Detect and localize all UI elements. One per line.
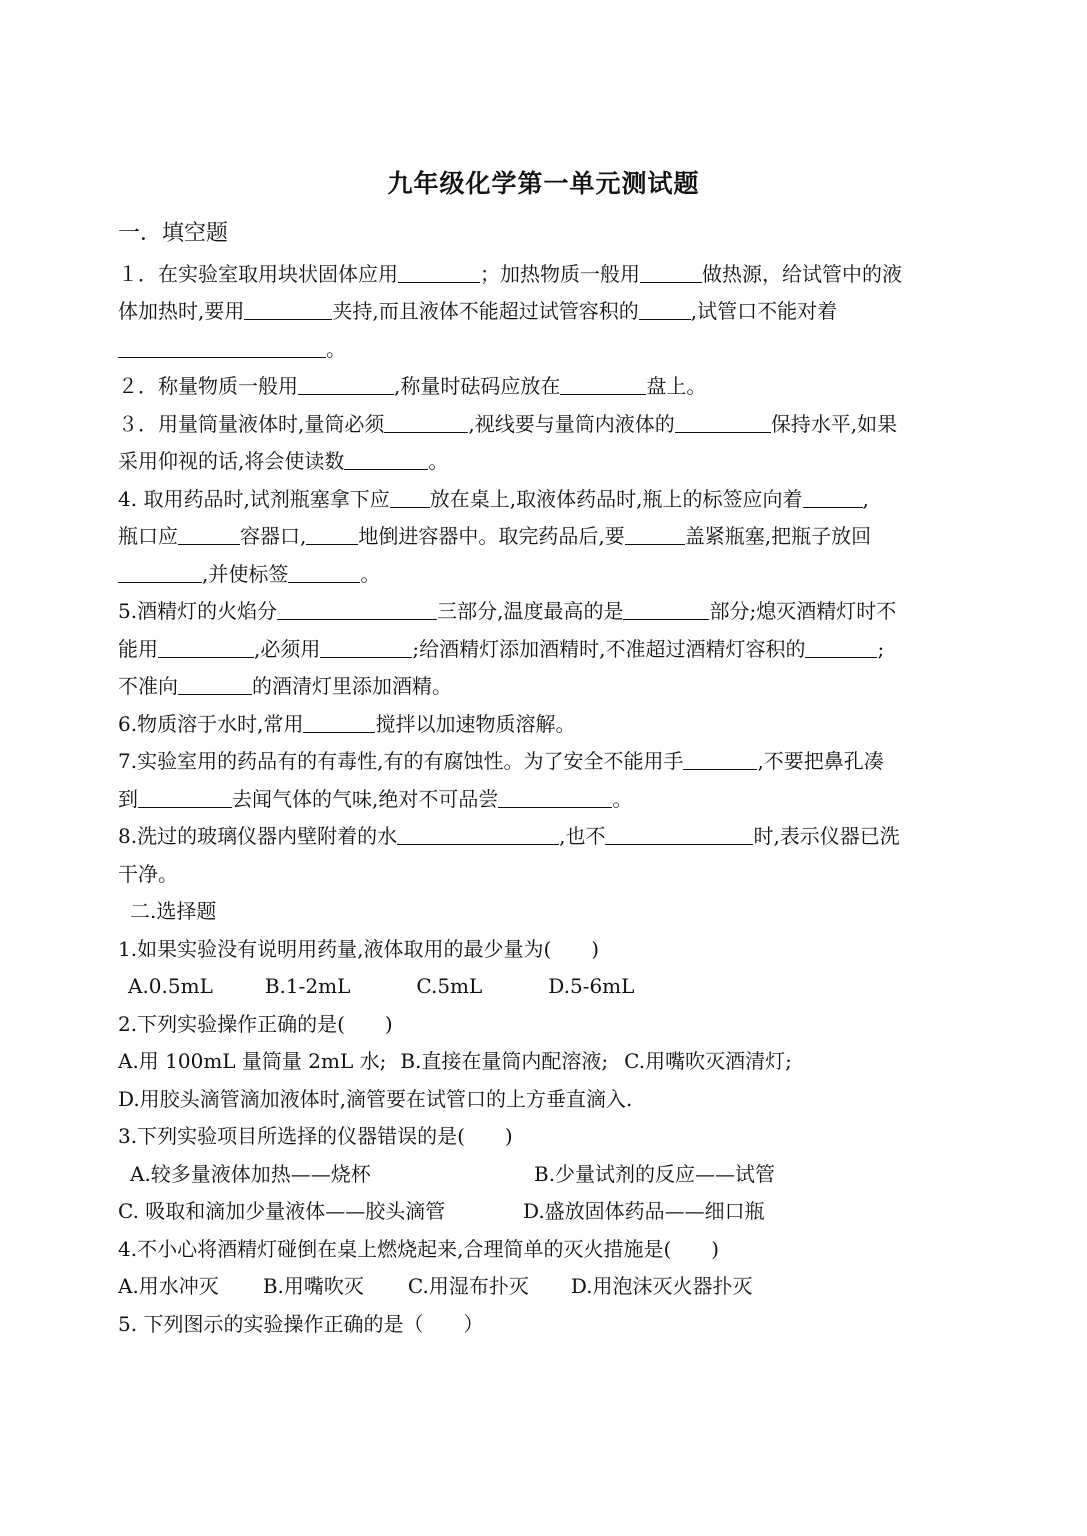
answer-blank[interactable]: [178, 676, 252, 695]
question-3-line-2: [118, 447, 978, 475]
option-b[interactable]: B.1-2mL: [264, 974, 351, 998]
answer-blank[interactable]: [158, 639, 254, 658]
question-text: 搅拌以加速物质溶解。: [375, 712, 576, 736]
answer-blank[interactable]: [277, 601, 437, 620]
answer-blank[interactable]: [398, 264, 480, 283]
answer-blank[interactable]: [625, 526, 685, 545]
option-a[interactable]: A.0.5mL: [128, 974, 213, 998]
question-5-line-1: [118, 597, 978, 625]
question-text: ,并使标签: [202, 562, 289, 586]
question-text: ３．用量筒量液体时,量筒必须: [118, 412, 385, 436]
choice-question-3-options-row-2: [118, 1197, 978, 1225]
question-text: 瓶口应: [118, 524, 178, 548]
question-text: 。: [428, 449, 449, 473]
choice-question-1-options: [128, 972, 988, 1000]
question-text: 8.洗过的玻璃仪器内壁附着的水: [118, 824, 398, 848]
option-d[interactable]: D.用泡沫灭火器扑灭: [570, 1274, 753, 1298]
option-a[interactable]: A.用水冲灭: [118, 1274, 219, 1298]
question-text: 5.酒精灯的火焰分: [118, 599, 278, 623]
question-text: 4. 取用药品时,试剂瓶塞拿下应: [118, 487, 390, 511]
choice-question-1-stem: 1.如果实验没有说明用药量,液体取用的最少量为( ): [118, 937, 600, 961]
question-text: 的酒清灯里添加酒精。: [252, 674, 452, 698]
question-3-line-1: [118, 410, 978, 438]
question-text: 。: [326, 337, 346, 361]
question-text: 到: [118, 787, 138, 811]
question-text: 盖紧瓶塞,把瓶子放回: [684, 524, 872, 548]
question-text: ;给酒精灯添加酒精时,不准超过酒精灯容积的: [412, 637, 806, 661]
choice-question-2-option-d[interactable]: D.用胶头滴管滴加液体时,滴管要在试管口的上方垂直滴入.: [118, 1087, 633, 1111]
question-text: 体加热时,要用: [118, 299, 245, 323]
question-text: １．在实验室取用块状固体应用: [118, 262, 398, 286]
question-text: 时,表示仪器已洗: [753, 824, 900, 848]
choice-question-3-options-row-1: [130, 1160, 990, 1188]
question-text: 。: [612, 787, 633, 811]
question-4-line-1: [118, 485, 978, 513]
choice-question-2-stem: 2.下列实验操作正确的是( ): [118, 1012, 393, 1036]
answer-blank[interactable]: [605, 826, 753, 845]
option-b[interactable]: B.少量试剂的反应——试管: [534, 1162, 776, 1186]
answer-blank[interactable]: [623, 601, 709, 620]
choice-question-5-stem: 5. 下列图示的实验操作正确的是（ ）: [118, 1312, 484, 1336]
question-text: ,: [862, 487, 869, 511]
choice-question-3-stem: 3.下列实验项目所选择的仪器错误的是( ): [118, 1124, 513, 1148]
question-text: ,也不: [559, 824, 606, 848]
option-b[interactable]: B.用嘴吹灭: [262, 1274, 364, 1298]
option-d[interactable]: D.5-6mL: [548, 974, 635, 998]
answer-blank[interactable]: [640, 264, 702, 283]
answer-blank[interactable]: [118, 564, 202, 583]
question-text: 7.实验室用的药品有的有毒性,有的有腐蚀性。为了安全不能用手: [118, 749, 684, 773]
question-text: 做热源，给试管中的液: [702, 262, 902, 286]
question-text: ２．称量物质一般用: [118, 374, 298, 398]
section-heading-fill-in: 一．填空题: [118, 221, 229, 246]
answer-blank[interactable]: [683, 751, 757, 770]
question-text: ,不要把鼻孔凑: [757, 749, 884, 773]
question-text: 采用仰视的话,将会使读数: [118, 449, 345, 473]
option-a[interactable]: A.较多量液体加热——烧杯: [130, 1162, 371, 1186]
option-c[interactable]: C. 吸取和滴加少量液体——胶头滴管: [118, 1199, 446, 1223]
answer-blank[interactable]: [306, 526, 358, 545]
question-text: 不准向: [118, 674, 178, 698]
answer-blank[interactable]: [560, 376, 646, 395]
question-text: 去闻气体的气味,绝对不可品尝: [232, 787, 499, 811]
question-4-line-2: [118, 522, 978, 550]
answer-blank[interactable]: [244, 301, 332, 320]
question-text: 夹持,而且液体不能超过试管容积的: [332, 299, 639, 323]
option-c[interactable]: C.用湿布扑灭: [407, 1274, 529, 1298]
answer-blank[interactable]: [675, 414, 771, 433]
section-heading-multiple-choice: 二.选择题: [130, 899, 217, 923]
question-2: [118, 372, 978, 400]
answer-blank[interactable]: [805, 639, 877, 658]
question-text: 地倒进容器中。取完药品后,要: [358, 524, 625, 548]
option-a[interactable]: A.用 100mL 量筒量 2mL 水;: [118, 1049, 387, 1073]
question-text: 三部分,温度最高的是: [437, 599, 624, 623]
option-b[interactable]: B.直接在量筒内配溶液;: [400, 1049, 609, 1073]
answer-blank[interactable]: [178, 526, 240, 545]
answer-blank[interactable]: [344, 451, 428, 470]
question-text: 保持水平,如果: [770, 412, 898, 436]
question-5-line-3: [118, 672, 978, 700]
question-4-line-3: [118, 560, 978, 588]
question-text: 。: [360, 562, 381, 586]
question-1-line-1: [118, 260, 978, 288]
answer-blank[interactable]: [803, 489, 863, 508]
question-text: ；加热物质一般用: [480, 262, 640, 286]
page-title: 九年级化学第一单元测试题: [387, 169, 700, 198]
option-c[interactable]: C.用嘴吹灭酒清灯;: [624, 1049, 792, 1073]
question-text: ;: [877, 637, 885, 661]
question-text: ,必须用: [254, 637, 321, 661]
question-5-line-2: [118, 635, 978, 663]
answer-blank[interactable]: [639, 301, 691, 320]
question-text: 盘上。: [646, 374, 707, 398]
answer-blank[interactable]: [384, 414, 468, 433]
question-8-line-2: [118, 860, 978, 888]
answer-blank[interactable]: [303, 714, 375, 733]
question-text: ,试管口不能对着: [690, 299, 838, 323]
question-text: 放在桌上,取液体药品时,瓶上的标签应向着: [429, 487, 803, 511]
answer-blank[interactable]: [397, 826, 559, 845]
choice-question-4-options: [118, 1272, 978, 1300]
question-1-line-3: [118, 335, 978, 363]
answer-blank[interactable]: [138, 789, 232, 808]
answer-blank[interactable]: [390, 489, 430, 508]
answer-blank[interactable]: [298, 376, 394, 395]
question-7-line-1: [118, 747, 978, 775]
question-1-line-2: [118, 297, 978, 325]
choice-question-4-stem: 4.不小心将酒精灯碰倒在桌上燃烧起来,合理简单的灭火措施是( ): [118, 1237, 720, 1261]
answer-blank[interactable]: [498, 789, 612, 808]
question-text: 部分;熄灭酒精灯时不: [709, 599, 897, 623]
question-text: ,视线要与量筒内液体的: [468, 412, 675, 436]
question-text: ,称量时砝码应放在: [394, 374, 561, 398]
question-6: [118, 710, 978, 738]
answer-blank[interactable]: [320, 639, 412, 658]
option-c[interactable]: C.5mL: [416, 974, 483, 998]
answer-blank[interactable]: [118, 339, 326, 358]
question-text: 容器口,: [240, 524, 307, 548]
option-d[interactable]: D.盛放固体药品——细口瓶: [523, 1199, 765, 1223]
question-7-line-2: [118, 785, 978, 813]
choice-question-2-options-row-1: [118, 1047, 978, 1075]
answer-blank[interactable]: [288, 564, 360, 583]
question-text: 干净。: [118, 862, 178, 886]
question-text: 能用: [118, 637, 158, 661]
question-8-line-1: [118, 822, 978, 850]
question-text: 6.物质溶于水时,常用: [118, 712, 304, 736]
